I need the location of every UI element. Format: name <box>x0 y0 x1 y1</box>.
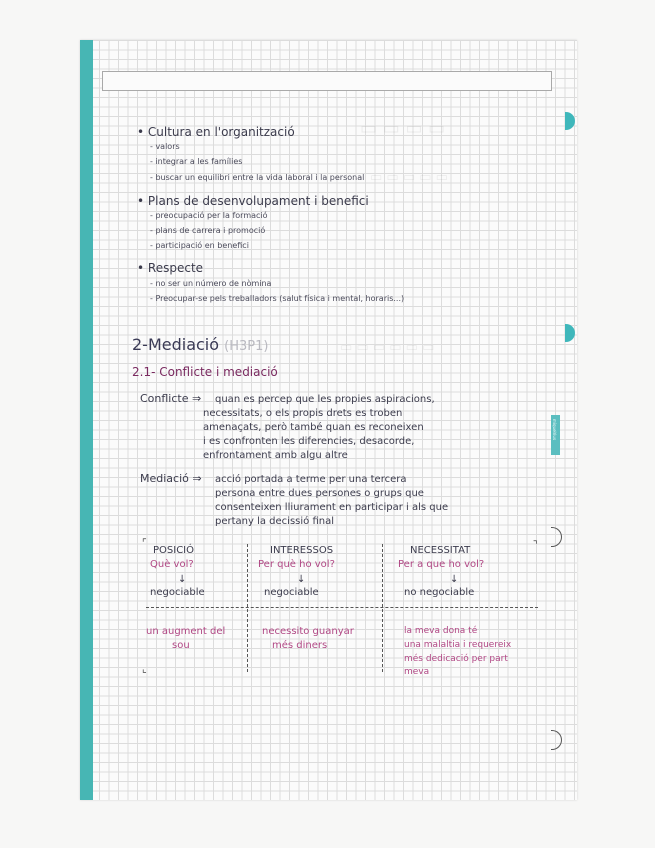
table-question: Què vol? <box>150 559 194 570</box>
table-header: INTERESSOS <box>270 545 334 556</box>
show-through: ▭ ▭ ▭ ▭ ▭ <box>370 170 448 185</box>
section-ref: (H3P1) <box>224 339 269 354</box>
table-header: POSICIÓ <box>153 545 195 556</box>
table-example: més diners <box>272 640 328 651</box>
table-header: NECESSITAT <box>410 545 471 556</box>
list-item: - valors <box>150 142 180 151</box>
notebook-page <box>80 40 577 800</box>
table-corner-mark: ⌝ <box>533 540 538 551</box>
subsection-title-text-b: i mediació <box>215 365 278 379</box>
table-corner-mark: ⌞ <box>142 664 147 675</box>
list-item: - preocupació per la formació <box>150 211 268 220</box>
list-item-text: buscar un equilibri entre la vida laboral i la personal <box>155 173 365 182</box>
show-through: ▭ ▭ ▭ ▭ ▭ ▭ <box>340 340 435 355</box>
list-item: - Preocupar-se pels treballadors (salut física i mental, horaris...) <box>150 294 405 303</box>
down-arrow-icon: ↓ <box>297 574 306 585</box>
definition-line: persona entre dues persones o grups que <box>215 488 424 499</box>
definition-line: enfrontament amb algu altre <box>203 450 348 461</box>
down-arrow-icon: ↓ <box>450 574 459 585</box>
definition-term: Mediació ⇒ <box>140 472 202 485</box>
down-arrow-icon: ↓ <box>178 574 187 585</box>
table-example: una malaltia i requereix <box>404 640 512 650</box>
table-example: un augment del <box>146 626 226 637</box>
definition-line: pertany la decissió final <box>215 516 334 527</box>
list-item: - integrar a les famílies <box>150 157 243 166</box>
show-through: ▭ ▭ ▭ ▭ <box>360 118 446 139</box>
table-example: més dedicació per part <box>404 654 508 664</box>
list-item: - buscar un equilibri entre la vida laboral i la personal <box>150 173 365 182</box>
definition-term-text: Mediació <box>140 472 189 485</box>
list-item-text: preocupació per la formació <box>155 211 268 220</box>
table-column-divider <box>382 544 383 672</box>
definition-line: consenteixen lliurament en participar i als que <box>215 502 449 513</box>
bullet-title: • Plans de desenvolupament i benefici <box>137 194 369 208</box>
table-example: necessito guanyar <box>262 626 354 637</box>
list-item: - no ser un número de nòmina <box>150 279 272 288</box>
list-item-text: no ser un número de nòmina <box>155 279 272 288</box>
list-item: - participació en benefici <box>150 241 249 250</box>
table-corner-mark: ⌜ <box>142 538 147 549</box>
table-example: sou <box>172 640 190 651</box>
table-column-divider <box>247 544 248 672</box>
definition-line: i es confronten les diferencies, desacorde, <box>203 436 415 447</box>
table-status: negociable <box>264 587 319 598</box>
table-status: negociable <box>150 587 205 598</box>
list-item-text: plans de carrera i promoció <box>155 226 266 235</box>
definition-line: acció portada a terme per una tercera <box>215 474 407 485</box>
definition-line: quan es percep que les propies aspiracions, <box>215 394 435 405</box>
list-item-text: valors <box>155 142 180 151</box>
definition-term: Conflicte ⇒ <box>140 392 202 405</box>
definition-line: amenaçats, però també quan es reconeixen <box>203 422 424 433</box>
definition-line: necessitats, o els propis drets es troben <box>203 408 403 419</box>
list-item: - plans de carrera i promoció <box>150 226 266 235</box>
list-item-text: participació en benefici <box>155 241 249 250</box>
table-example: meva <box>404 667 430 677</box>
table-row-divider <box>146 607 538 608</box>
table-status: no negociable <box>404 587 475 598</box>
definition-term-text: Conflicte <box>140 392 189 405</box>
table-question: Per a que ho vol? <box>398 559 485 570</box>
plans-title: Plans de desenvolupament i benefici <box>147 194 369 208</box>
page-spine <box>80 40 93 800</box>
bullet-title: • Respecte <box>137 261 204 275</box>
table-question: Per què ho vol? <box>258 559 335 570</box>
list-item-text: Preocupar-se pels treballadors (salut física i mental, horaris...) <box>155 294 405 303</box>
header-box <box>102 71 552 91</box>
brand-tab-label: miquelrius <box>552 419 557 441</box>
section-title-text: 2-Mediació <box>132 335 220 354</box>
subsection-title <box>132 365 278 379</box>
culture-title: Cultura en l'organització <box>147 125 295 139</box>
respect-title: Respecte <box>147 261 204 275</box>
subsection-title-text: 2.1- Conflicte <box>132 365 213 379</box>
table-example: la meva dona té <box>404 626 478 636</box>
brand-tab <box>551 415 560 455</box>
list-item-text: integrar a les famílies <box>155 157 243 166</box>
section-title <box>132 335 268 354</box>
bullet-title: • Cultura en l'organització <box>137 125 295 139</box>
